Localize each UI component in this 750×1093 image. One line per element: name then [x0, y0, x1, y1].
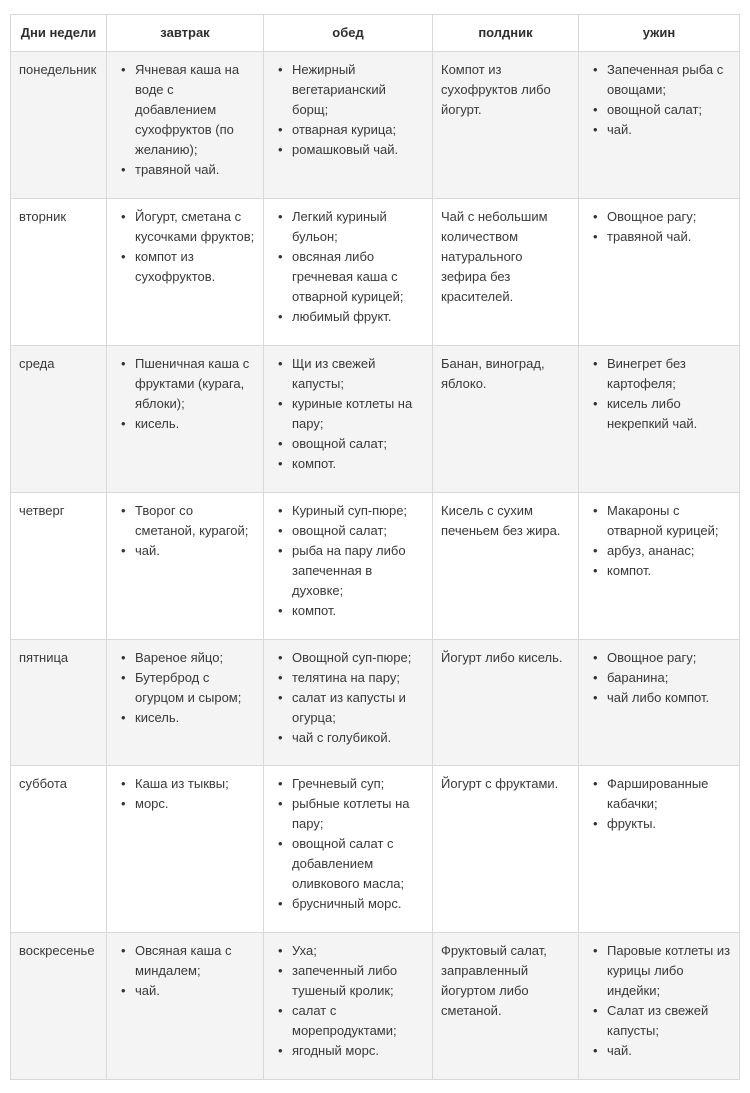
lunch-cell [264, 766, 433, 933]
table-row [11, 640, 740, 766]
dinner-list [587, 501, 731, 581]
breakfast-list [115, 774, 255, 814]
snack-cell: Чай с небольшим количеством натурального зефира без красителей. [433, 199, 579, 346]
list-item: • Ячневая каша на воде с добавлением сухофруктов (по желанию); [135, 60, 255, 160]
list-item: • ромашковый чай. [292, 140, 424, 160]
lunch-list [272, 60, 424, 160]
list-item: • травяной чай. [607, 227, 731, 247]
list-item: • запеченный либо тушеный кролик; [292, 961, 424, 1001]
day-cell: вторник [11, 199, 107, 346]
snack-cell: Компот из сухофруктов либо йогурт. [433, 52, 579, 199]
lunch-list [272, 648, 424, 748]
breakfast-cell [107, 52, 264, 199]
dinner-cell [579, 52, 740, 199]
list-item: • Вареное яйцо; [135, 648, 255, 668]
list-item: • фрукты. [607, 814, 731, 834]
list-item: • овощной салат; [292, 434, 424, 454]
list-item: • арбуз, ананас; [607, 541, 731, 561]
breakfast-cell [107, 199, 264, 346]
list-item: • Уха; [292, 941, 424, 961]
dinner-cell [579, 199, 740, 346]
lunch-cell [264, 493, 433, 640]
list-item: • овощной салат; [292, 521, 424, 541]
breakfast-cell [107, 493, 264, 640]
breakfast-list [115, 207, 255, 287]
breakfast-list [115, 501, 255, 561]
table-body [11, 52, 740, 1080]
list-item: • Салат из свежей капусты; [607, 1001, 731, 1041]
dinner-list [587, 648, 731, 708]
breakfast-list [115, 354, 255, 434]
day-cell: воскресенье [11, 933, 107, 1080]
breakfast-cell [107, 640, 264, 766]
list-item: • кисель. [135, 414, 255, 434]
lunch-list [272, 941, 424, 1061]
list-item: • Нежирный вегетарианский борщ; [292, 60, 424, 120]
lunch-cell [264, 52, 433, 199]
lunch-list [272, 354, 424, 474]
dinner-cell [579, 766, 740, 933]
list-item: • куриные котлеты на пару; [292, 394, 424, 434]
list-item: • Овощное рагу; [607, 648, 731, 668]
list-item: • чай. [607, 1041, 731, 1061]
list-item: • чай. [607, 120, 731, 140]
list-item: • чай. [135, 541, 255, 561]
day-cell: среда [11, 346, 107, 493]
day-cell: четверг [11, 493, 107, 640]
list-item: • компот. [607, 561, 731, 581]
header-days: Дни недели [11, 15, 107, 52]
meal-plan-table-wrapper [10, 14, 739, 1080]
list-item: • Овощной суп-пюре; [292, 648, 424, 668]
list-item: • чай либо компот. [607, 688, 731, 708]
list-item: • Щи из свежей капусты; [292, 354, 424, 394]
header-lunch: обед [264, 15, 433, 52]
dinner-list [587, 60, 731, 140]
lunch-cell [264, 346, 433, 493]
list-item: • Творог со сметаной, курагой; [135, 501, 255, 541]
list-item: • Каша из тыквы; [135, 774, 255, 794]
list-item: • телятина на пару; [292, 668, 424, 688]
header-row [11, 15, 740, 52]
dinner-cell [579, 493, 740, 640]
list-item: • баранина; [607, 668, 731, 688]
list-item: • Йогурт, сметана с кусочками фруктов; [135, 207, 255, 247]
meal-plan-table [10, 14, 740, 1080]
list-item: • овсяная либо гречневая каша с отварной курицей; [292, 247, 424, 307]
list-item: • рыбные котлеты на пару; [292, 794, 424, 834]
header-snack: полдник [433, 15, 579, 52]
list-item: • овощной салат с добавлением оливкового масла; [292, 834, 424, 894]
table-row [11, 346, 740, 493]
dinner-list [587, 207, 731, 247]
list-item: • Винегрет без картофеля; [607, 354, 731, 394]
list-item: • овощной салат; [607, 100, 731, 120]
day-cell: пятница [11, 640, 107, 766]
lunch-list [272, 501, 424, 621]
day-cell: суббота [11, 766, 107, 933]
dinner-list [587, 941, 731, 1061]
header-breakfast: завтрак [107, 15, 264, 52]
breakfast-list [115, 941, 255, 1001]
list-item: • Бутерброд с огурцом и сыром; [135, 668, 255, 708]
list-item: • чай с голубикой. [292, 728, 424, 748]
list-item: • травяной чай. [135, 160, 255, 180]
table-row [11, 199, 740, 346]
list-item: • морс. [135, 794, 255, 814]
snack-cell: Йогурт с фруктами. [433, 766, 579, 933]
breakfast-cell [107, 766, 264, 933]
lunch-list [272, 774, 424, 914]
list-item: • Макароны с отварной курицей; [607, 501, 731, 541]
day-cell: понедельник [11, 52, 107, 199]
header-dinner: ужин [579, 15, 740, 52]
list-item: • брусничный морс. [292, 894, 424, 914]
list-item: • ягодный морс. [292, 1041, 424, 1061]
list-item: • Овощное рагу; [607, 207, 731, 227]
list-item: • отварная курица; [292, 120, 424, 140]
list-item: • рыба на пару либо запеченная в духовке; [292, 541, 424, 601]
breakfast-cell [107, 933, 264, 1080]
list-item: • Пшеничная каша с фруктами (курага, яблоки); [135, 354, 255, 414]
list-item: • салат с морепродуктами; [292, 1001, 424, 1041]
list-item: • Овсяная каша с миндалем; [135, 941, 255, 981]
list-item: • любимый фрукт. [292, 307, 424, 327]
lunch-cell [264, 640, 433, 766]
table-row [11, 493, 740, 640]
snack-cell: Йогурт либо кисель. [433, 640, 579, 766]
dinner-cell [579, 346, 740, 493]
dinner-cell [579, 640, 740, 766]
list-item: • компот. [292, 454, 424, 474]
snack-cell: Кисель с сухим печеньем без жира. [433, 493, 579, 640]
table-header [11, 15, 740, 52]
table-row [11, 52, 740, 199]
breakfast-list [115, 648, 255, 728]
dinner-list [587, 354, 731, 434]
list-item: • Фаршированные кабачки; [607, 774, 731, 814]
list-item: • кисель. [135, 708, 255, 728]
list-item: • кисель либо некрепкий чай. [607, 394, 731, 434]
list-item: • салат из капусты и огурца; [292, 688, 424, 728]
list-item: • чай. [135, 981, 255, 1001]
lunch-cell [264, 199, 433, 346]
dinner-cell [579, 933, 740, 1080]
snack-cell: Фруктовый салат, заправленный йогуртом либо сметаной. [433, 933, 579, 1080]
list-item: • Запеченная рыба с овощами; [607, 60, 731, 100]
list-item: • Гречневый суп; [292, 774, 424, 794]
list-item: • компот. [292, 601, 424, 621]
list-item: • Легкий куриный бульон; [292, 207, 424, 247]
breakfast-list [115, 60, 255, 180]
breakfast-cell [107, 346, 264, 493]
lunch-list [272, 207, 424, 327]
dinner-list [587, 774, 731, 834]
table-row [11, 766, 740, 933]
list-item: • Куриный суп-пюре; [292, 501, 424, 521]
snack-cell: Банан, виноград, яблоко. [433, 346, 579, 493]
list-item: • компот из сухофруктов. [135, 247, 255, 287]
table-row [11, 933, 740, 1080]
list-item: • Паровые котлеты из курицы либо индейки; [607, 941, 731, 1001]
lunch-cell [264, 933, 433, 1080]
